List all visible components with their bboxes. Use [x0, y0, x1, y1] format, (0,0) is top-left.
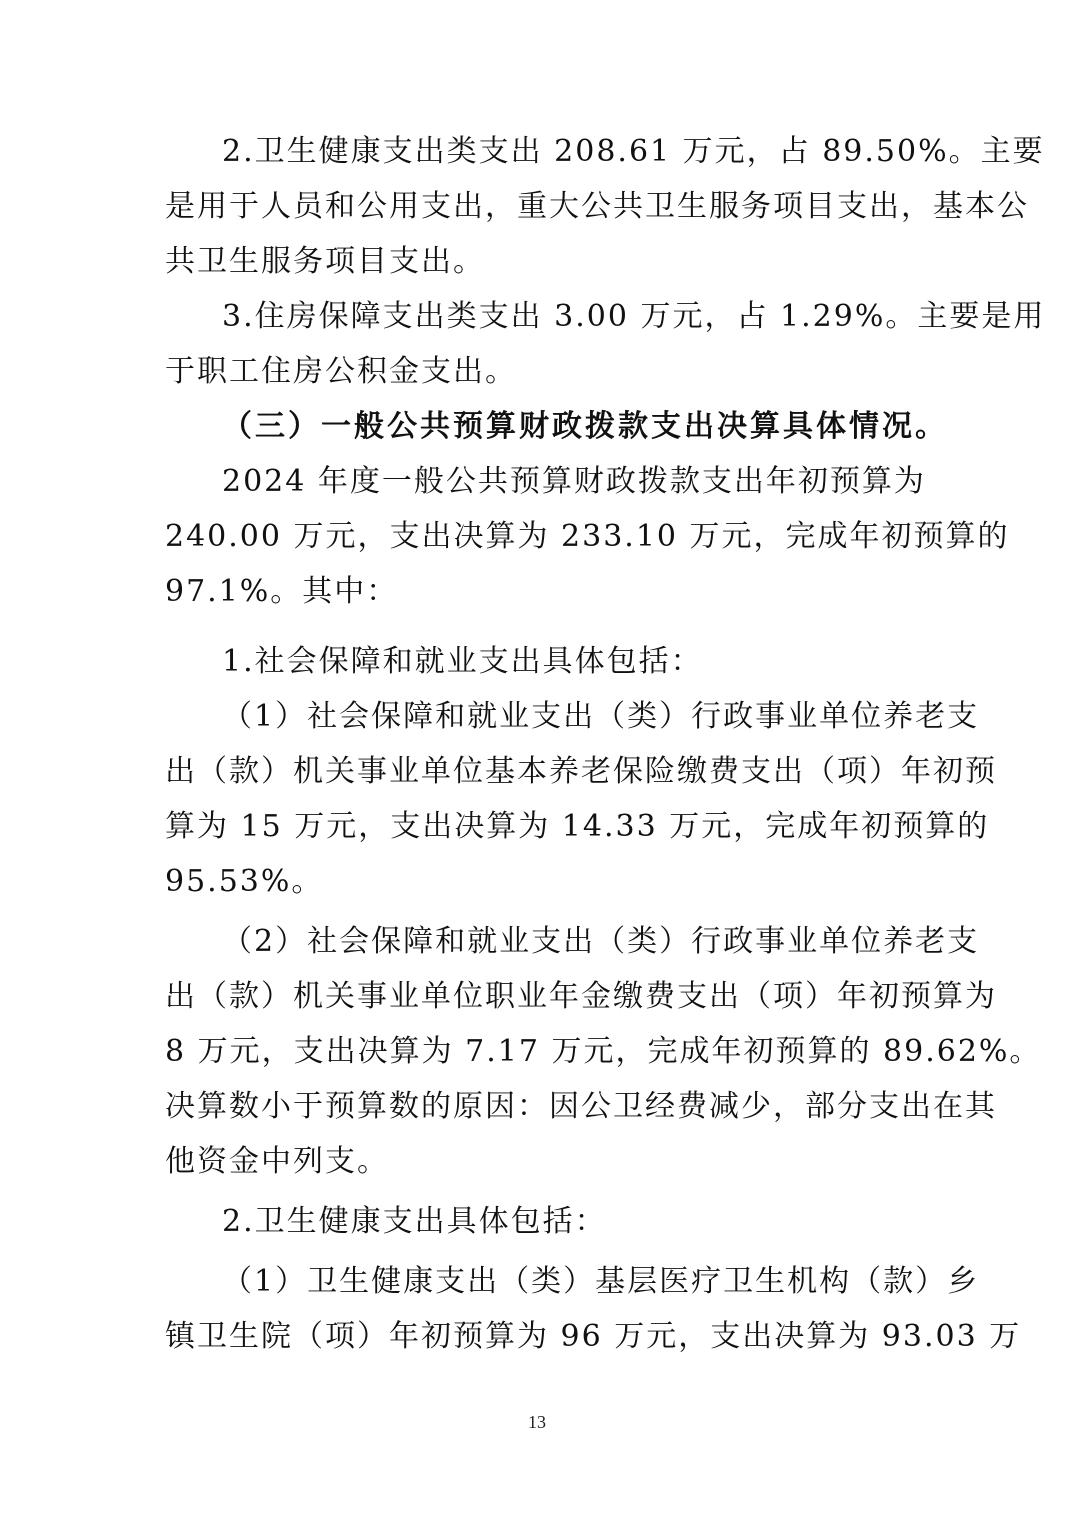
paragraph-line: 出（款）机关事业单位职业年金缴费支出（项）年初预算为 [165, 979, 997, 1014]
paragraph-line: （2）社会保障和就业支出（类）行政事业单位养老支 [222, 924, 980, 959]
paragraph-line: 算为 15 万元，支出决算为 14.33 万元，完成年初预算的 [165, 809, 990, 844]
paragraph-line: （1）社会保障和就业支出（类）行政事业单位养老支 [222, 699, 980, 734]
paragraph-line: 出（款）机关事业单位基本养老保险缴费支出（项）年初预 [165, 754, 997, 789]
paragraph-line: 2.卫生健康支出具体包括： [222, 1204, 607, 1239]
paragraph-line: 240.00 万元，支出决算为 233.10 万元，完成年初预算的 [165, 519, 1010, 554]
paragraph-line: 共卫生服务项目支出。 [165, 244, 485, 279]
paragraph-line: （1）卫生健康支出（类）基层医疗卫生机构（款）乡 [222, 1264, 980, 1299]
paragraph-line: 镇卫生院（项）年初预算为 96 万元，支出决算为 93.03 万 [165, 1319, 1022, 1354]
paragraph-line: 2024 年度一般公共预算财政拨款支出年初预算为 [222, 464, 926, 499]
paragraph-line: 是用于人员和公用支出，重大公共卫生服务项目支出，基本公 [165, 189, 1029, 224]
paragraph-line: 3.住房保障支出类支出 3.00 万元，占 1.29%。主要是用 [222, 299, 1046, 334]
paragraph-line: 决算数小于预算数的原因：因公卫经费减少，部分支出在其 [165, 1089, 997, 1124]
paragraph-line: 2.卫生健康支出类支出 208.61 万元，占 89.50%。主要 [222, 134, 1045, 169]
section-heading: （三）一般公共预算财政拨款支出决算具体情况。 [222, 409, 948, 444]
paragraph-line: 95.53%。 [165, 864, 324, 899]
paragraph-line: 1.社会保障和就业支出具体包括： [222, 644, 703, 679]
paragraph-line: 97.1%。其中： [165, 574, 399, 609]
paragraph-line: 他资金中列支。 [165, 1144, 389, 1179]
page-number: 13 [528, 1412, 546, 1432]
paragraph-line: 8 万元，支出决算为 7.17 万元，完成年初预算的 89.62%。 [165, 1034, 1042, 1069]
paragraph-line: 于职工住房公积金支出。 [165, 354, 517, 389]
